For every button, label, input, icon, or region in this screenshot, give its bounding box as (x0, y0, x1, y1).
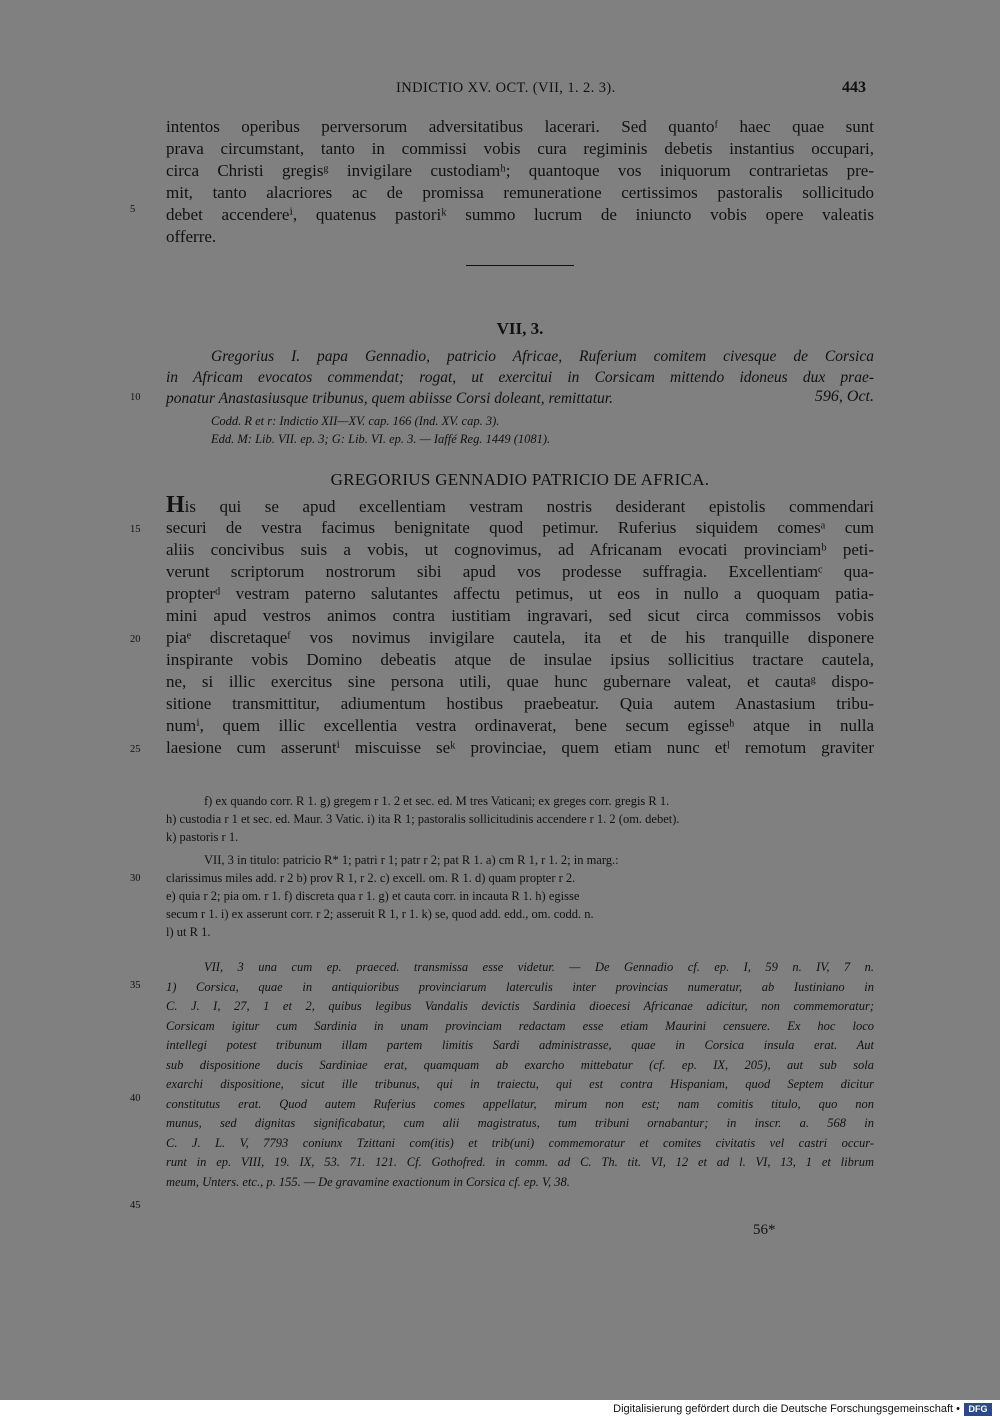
commentary-line: C. J. L. V, 7793 coniunx Tzittani com(itis) et trib(uni) commemoratur et comites civitatis vel castri occur- (166, 1135, 874, 1150)
text-line: offerre. (166, 227, 217, 246)
text-line: verunt scriptorum nostrorum sibi apud vos prodesse suffragia. Excellentiamᶜ qua- (166, 562, 874, 581)
text-span: is qui se apud excellentiam vestram nostris desiderant epistolis commendari (184, 497, 874, 516)
text-line: piaᵉ discretaqueᶠ vos novimus invigilare cautela, ita et de his tranquille disponere (166, 628, 874, 647)
footer-bar (0, 1400, 1000, 1420)
commentary-line: munus, sed dignitas significabatur, cum alii magistratus, tum tribuni ornabantur; in inscr. a. 568 in (166, 1116, 874, 1130)
line-number: 45 (130, 1200, 141, 1211)
note-line: e) quia r 2; pia om. r 1. f) discreta qua r 1. g) et cauta corr. in incauta R 1. h) egisse (166, 889, 580, 903)
line-number: 10 (130, 392, 141, 403)
line-number: 35 (130, 980, 141, 991)
section-divider (466, 265, 574, 266)
text-line: prava circumstant, tanto in commissi vobis cura regiminis debetis instantius occupari, (166, 139, 874, 158)
text-line: securi de vestra facimus benignitate quod petimur. Ruferius siquidem comesᵃ cum (166, 518, 874, 537)
text-line: numⁱ, quem illic excellentia vestra ordinaverat, bene secum egisseʰ atque in nulla (166, 716, 874, 735)
note-line: VII, 3 in titulo: patricio R* 1; patri r 1; patr r 2; pat R 1. a) cm R 1, r 1. 2; in marg.: (204, 853, 619, 867)
line-number: 15 (130, 524, 141, 535)
commentary-line: runt in ep. VIII, 19. IX, 53. 71. 121. Cf. Gothofred. in comm. ad C. Th. tit. VI, 12 et ad l. VI, 13, 1 et librum (166, 1155, 874, 1169)
commentary-line: sub dispositione ducis Sardiniae erat, quamquam ab exarcho mittebatur (cf. ep. IX, 205), aut sub sola (166, 1057, 874, 1072)
commentary-line: intellegi potest tribunum illam partem limitis Sardi administrasse, quae in Corsica insula erat. Aut (166, 1038, 874, 1052)
signature-mark: 56* (753, 1222, 776, 1238)
letter-number: VII, 3. (496, 319, 544, 338)
commentary-line: C. J. I, 27, 1 et 2, quibus legibus Vandalis devictis Sardinia dioecesi Africanae adicitur, non commemoratur; (166, 999, 874, 1013)
text-line: circa Christi gregisᵍ invigilare custodiamʰ; quantoque vos iniquorum contrarietas pre- (166, 161, 874, 180)
note-line: k) pastoris r 1. (166, 830, 239, 844)
running-head: INDICTIO XV. OCT. (VII, 1. 2. 3). (396, 80, 616, 96)
line-number: 40 (130, 1093, 141, 1104)
footer-credit: Digitalisierung gefördert durch die Deutsche Forschungsgemeinschaft • (613, 1403, 960, 1415)
page-number: 443 (842, 79, 866, 96)
commentary-line: constitutus erat. Quod autem Ruferius comes appellatur, mirum non est; nam comitis titulo, quo non (166, 1096, 874, 1111)
dfg-logo-icon: DFG (964, 1403, 992, 1416)
line-number: 20 (130, 634, 141, 645)
initial-letter: H (166, 492, 185, 518)
text-line: aliis concivibus suis a vobis, ut cognovimus, ad Africanam evocati provinciamᵇ peti- (166, 540, 874, 559)
editions-line: Edd. M: Lib. VII. ep. 3; G: Lib. VI. ep. 3. — Iaffé Reg. 1449 (1081). (211, 432, 551, 446)
commentary-line: Corsicam igitur cum Sardinia in unam provinciam redactam esse etiam Maurini censuere. Ex hoc loco (166, 1018, 874, 1033)
line-number: 30 (130, 873, 141, 884)
letter-address: GREGORIUS GENNADIO PATRICIO DE AFRICA. (330, 470, 710, 489)
commentary-line: meum, Unters. etc., p. 155. — De gravamine exactionum in Corsica cf. ep. V, 38. (166, 1174, 570, 1189)
text-line: mini apud vestros animos contra iustitiam ingravari, sed sicut circa commissos vobis (166, 606, 874, 625)
commentary-line: 1) Corsica, quae in antiquioribus provinciarum laterculis inter provincias numeratur, ab Iustiniano in (166, 979, 874, 994)
text-line: ne, si illic exercitus sine persona utili, quae hunc gubernare valeat, et cautaᵍ dispo- (166, 672, 874, 691)
text-line (166, 492, 874, 518)
commentary-line: exarchi dispositione, sicut ille tribunus, qui in traiectu, qui est contra Hispaniam, quod Septem dicitur (166, 1077, 874, 1091)
text-line: laesione cum asseruntⁱ miscuisse seᵏ provinciae, quem etiam nunc etˡ remotum graviter (166, 738, 874, 757)
note-line: clarissimus miles add. r 2 b) prov R 1, r 2. c) excell. om. R 1. d) quam propter r 2. (166, 871, 576, 885)
text-line: mit, tanto alacriores ac de promissa remuneratione certissimos pastoralis sollicitudo (166, 183, 874, 202)
note-line: f) ex quando corr. R 1. g) gregem r 1. 2 et sec. ed. M tres Vaticani; ex greges corr. gregis R 1. (204, 794, 670, 808)
summary-line: ponatur Anastasiusque tribunus, quem abiisse Corsi doleant, remittatur. (166, 390, 613, 407)
text-line: sitione transmittitur, adiumentum hostibus praebeatur. Quia autem Anastasium tribu- (166, 694, 874, 713)
line-number: 25 (130, 744, 141, 755)
summary-line: in Africam evocatos commendat; rogat, ut exercitui in Corsicam mittendo idoneus dux prae- (166, 369, 874, 386)
codices-line: Codd. R et r: Indictio XII—XV. cap. 166 (Ind. XV. cap. 3). (211, 414, 500, 428)
commentary-line: VII, 3 una cum ep. praeced. transmissa esse videtur. — De Gennadio cf. ep. I, 59 n. IV, 7 n. (204, 960, 874, 974)
note-line: secum r 1. i) ex asserunt corr. r 2; asseruit R 1, r 1. k) se, quod add. edd., om. codd. n. (166, 907, 594, 921)
text-line: propterᵈ vestram paterno salutantes affectu petimus, ut eos in nullo a quoquam patia- (166, 584, 874, 603)
letter-date: 596, Oct. (814, 388, 874, 405)
text-line: inspirante vobis Domino debeatis atque de insulae ipsius sollicitius tractare cautela, (166, 650, 874, 669)
line-number: 5 (130, 204, 136, 215)
note-line: h) custodia r 1 et sec. ed. Maur. 3 Vatic. i) ita R 1; pastoralis sollicitudinis accendere r 1. 2 (om. debet). (166, 812, 680, 826)
summary-line: Gregorius I. papa Gennadio, patricio Africae, Ruferium comitem civesque de Corsica (211, 348, 874, 365)
note-line: l) ut R 1. (166, 925, 211, 939)
text-line: debet accendereⁱ, quatenus pastoriᵏ summo lucrum de iniuncto vobis opere valeatis (166, 205, 874, 224)
text-line: intentos operibus perversorum adversitatibus lacerari. Sed quantoᶠ haec quae sunt (166, 117, 874, 136)
